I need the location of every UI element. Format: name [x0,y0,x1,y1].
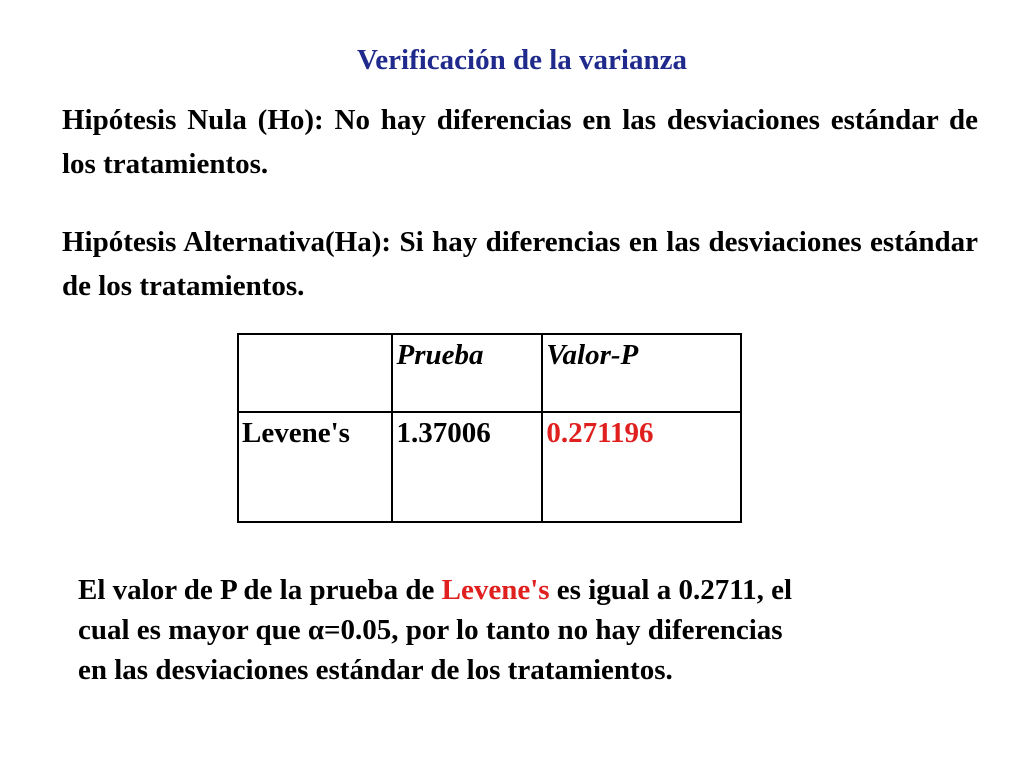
header-prueba: Prueba [392,334,542,412]
conclusion-line2: cual es mayor que α=0.05, por lo tanto no hay diferencias [78,614,783,646]
conclusion-line3: en las desviaciones estándar de los tratamientos. [78,654,673,686]
levene-results-table [237,333,742,523]
table-row [238,412,741,522]
conclusion-part1: El valor de P de la prueba de [78,574,442,606]
conclusion-text [78,570,958,690]
conclusion-highlight-levene: Levene's [441,574,550,606]
p-value-cell: 0.271196 [542,412,741,522]
table-header-row [238,334,741,412]
statistic-cell: 1.37006 [392,412,542,522]
slide-title: Verificación de la varianza [357,44,687,76]
header-empty-cell [238,334,392,412]
alternative-hypothesis-text: Hipótesis Alternativa(Ha): Si hay diferencias en las desviaciones estándar de los tratamientos. [62,226,978,302]
conclusion-part2: es igual a 0.2711, el [549,574,793,606]
header-valor-p: Valor-P [542,334,741,412]
test-name-cell: Levene's [238,412,392,522]
null-hypothesis-text: Hipótesis Nula (Ho): No hay diferencias en las desviaciones estándar de los tratamientos. [62,104,978,180]
